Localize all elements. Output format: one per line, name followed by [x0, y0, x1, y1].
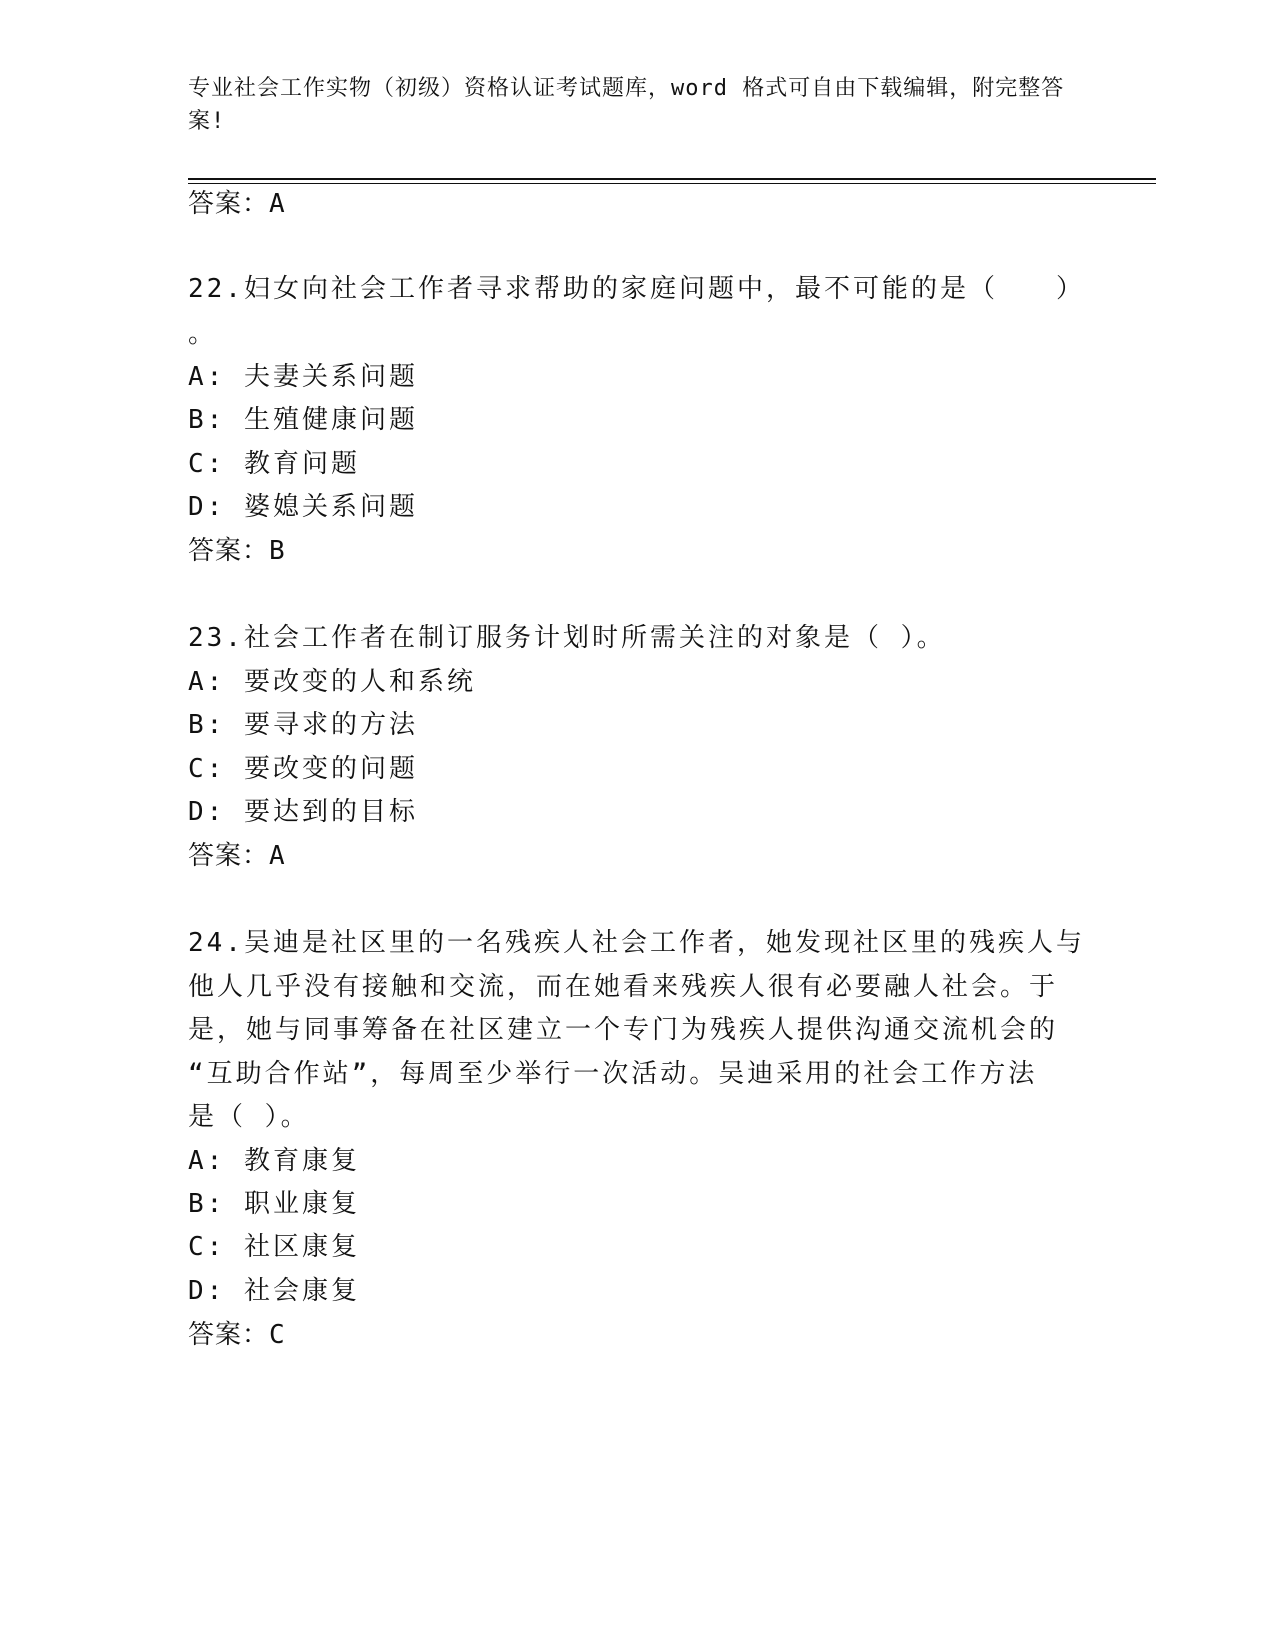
question-24-stem-1: 24.吴迪是社区里的一名残疾人社会工作者，她发现社区里的残疾人与 [188, 928, 1085, 958]
question-24-stem-2: 他人几乎没有接触和交流，而在她看来残疾人很有必要融人社会。于 [188, 972, 1059, 1002]
question-23-option-b: B: 要寻求的方法 [188, 710, 418, 740]
question-22-option-b: B: 生殖健康问题 [188, 405, 418, 435]
question-24-option-d: D: 社会康复 [188, 1276, 360, 1306]
question-24-option-c: C: 社区康复 [188, 1232, 360, 1262]
question-24-stem-3: 是，她与同事筹备在社区建立一个专门为残疾人提供沟通交流机会的 [188, 1015, 1059, 1045]
question-24-stem-5: 是（ ）。 [188, 1102, 310, 1132]
question-22-option-d: D: 婆媳关系问题 [188, 492, 418, 522]
header-divider [188, 178, 1156, 180]
header-divider-thin [188, 183, 1156, 184]
question-22-option-a: A: 夫妻关系问题 [188, 362, 418, 392]
question-23-option-c: C: 要改变的问题 [188, 754, 418, 784]
question-22-stem: 22.妇女向社会工作者寻求帮助的家庭问题中，最不可能的是（ ） [188, 274, 1085, 304]
question-23-option-a: A: 要改变的人和系统 [188, 667, 476, 697]
question-22-option-c: C: 教育问题 [188, 449, 360, 479]
question-23-stem: 23.社会工作者在制订服务计划时所需关注的对象是（ ）。 [188, 623, 946, 653]
answer-q24: 答案：C [188, 1320, 286, 1350]
question-24-option-b: B: 职业康复 [188, 1189, 360, 1219]
answer-q23: 答案：A [188, 841, 286, 871]
question-23-option-d: D: 要达到的目标 [188, 797, 418, 827]
question-22-stem-cont: 。 [188, 319, 218, 349]
answer-q21: 答案：A [188, 189, 286, 219]
question-24-stem-4: “互助合作站”，每周至少举行一次活动。吴迪采用的社会工作方法 [188, 1059, 1038, 1089]
page-header: 专业社会工作实物（初级）资格认证考试题库，word 格式可自由下载编辑，附完整答案! [188, 76, 1065, 134]
question-24-option-a: A: 教育康复 [188, 1146, 360, 1176]
answer-q22: 答案：B [188, 536, 286, 566]
